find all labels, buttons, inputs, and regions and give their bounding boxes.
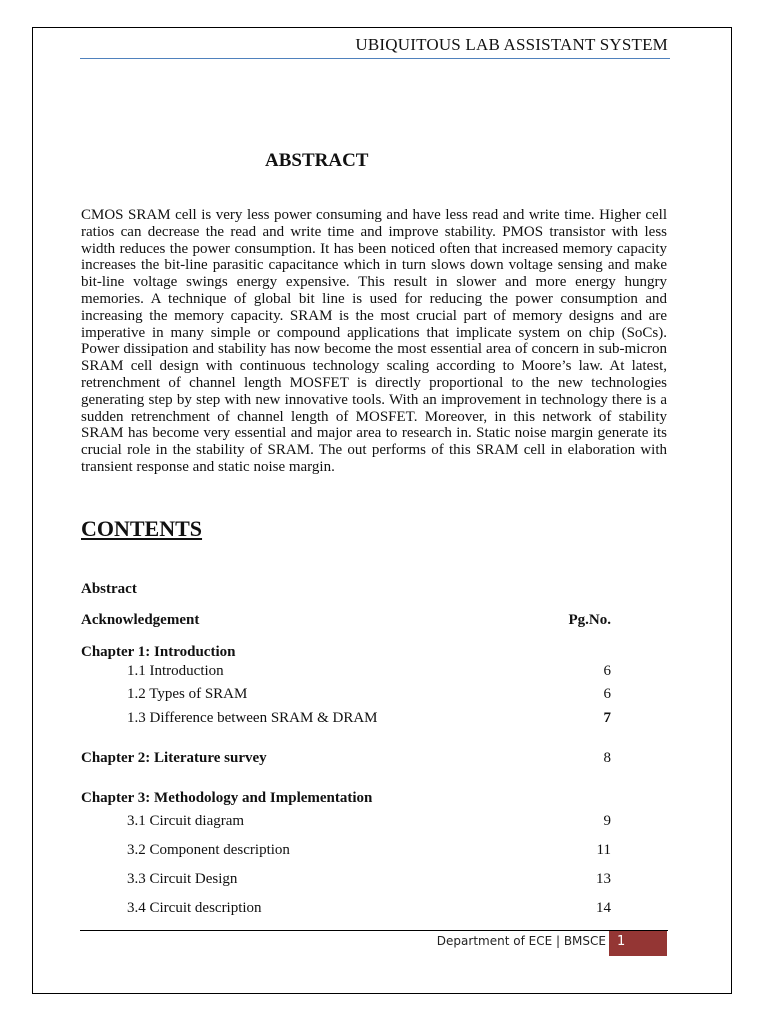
toc-entry-label: 3.1 Circuit diagram [127, 813, 245, 829]
toc-entry-chapter-3[interactable] [81, 790, 611, 808]
toc-entry-3-4[interactable] [81, 900, 611, 918]
toc-entry-3-1[interactable] [81, 813, 611, 831]
toc-entry-label: Chapter 2: Literature survey [81, 750, 267, 766]
page-number-badge: 1 [609, 931, 667, 956]
toc-entry-3-2[interactable] [81, 842, 611, 860]
toc-entry-1-1[interactable] [81, 663, 611, 681]
toc-entry-page: 7 [603, 710, 611, 726]
toc-entry-page: 14 [596, 900, 611, 916]
footer-rule [80, 930, 668, 931]
toc-entry-page: 6 [603, 663, 611, 679]
toc-entry-label: Acknowledgement [81, 612, 200, 628]
toc-entry-1-3[interactable] [81, 710, 611, 728]
toc-entry-label: 1.3 Difference between SRAM & DRAM [127, 710, 378, 726]
toc-entry-label: 1.2 Types of SRAM [127, 686, 248, 702]
toc-entry-label: 3.4 Circuit description [127, 900, 262, 916]
toc-entry-chapter-1[interactable] [81, 644, 611, 662]
toc-entry-label: Chapter 1: Introduction [81, 644, 236, 660]
toc-entry-acknowledgement[interactable] [81, 612, 611, 630]
toc-entry-abstract[interactable] [81, 581, 611, 599]
toc-entry-chapter-2[interactable] [81, 750, 611, 768]
footer-department: Department of ECE | BMSCE [436, 934, 606, 948]
toc-entry-label: Abstract [81, 581, 137, 597]
toc-entry-page: 11 [596, 842, 611, 858]
toc-entry-page: 13 [596, 871, 611, 887]
header-title: UBIQUITOUS LAB ASSISTANT SYSTEM [355, 35, 668, 54]
toc-entry-label: 3.2 Component description [127, 842, 290, 858]
toc-entry-3-3[interactable] [81, 871, 611, 889]
toc-entry-page: 6 [603, 686, 611, 702]
contents-heading: CONTENTS [81, 516, 203, 541]
toc-entry-label: 1.1 Introduction [127, 663, 224, 679]
toc-page-column-header: Pg.No. [568, 612, 611, 628]
toc-entry-label: 3.3 Circuit Design [127, 871, 238, 887]
toc-entry-page: 9 [603, 813, 611, 829]
abstract-body [81, 207, 667, 476]
toc-entry-1-2[interactable] [81, 686, 611, 704]
header-rule [80, 58, 670, 59]
abstract-heading: ABSTRACT [265, 150, 369, 171]
abstract-paragraph: CMOS SRAM cell is very less power consuming and have less read and write time. Higher cell ratios can decrease the read and write time and improve stability. PMOS transistor with less width reduces the power consumption. It has been noticed often that increased memory capacity increases the bit-line parasitic capacitance which in turn slows down voltage sensing and make bit-line voltage swings energy expensive. This result in slower and more energy hungry memories. A technique of global bit line is used for reducing the power consumption and increasing the memory capacity. SRAM is the most crucial part of memory designs and are imperative in many simple or compound applications that implicate system on chip (SoCs). Power dissipation and stability has now become the most essential area of concern in sub-micron SRAM cell design with continuous technology scaling according to Moore’s law. At latest, retrenchment of channel length MOSFET is directly proportional to the new technologies generating step by step with new innovative tools. With an improvement in technology there is a sudden retrenchment of channel length of MOSFET. Moreover, in this network of stability SRAM has become very essential and major area to research in. Static noise margin generate its crucial role in the stability of SRAM. The out performs of this SRAM cell in elaboration with transient response and static noise margin. [81, 207, 667, 475]
toc-entry-label: Chapter 3: Methodology and Implementation [81, 790, 373, 806]
toc-entry-page: 8 [603, 750, 611, 766]
